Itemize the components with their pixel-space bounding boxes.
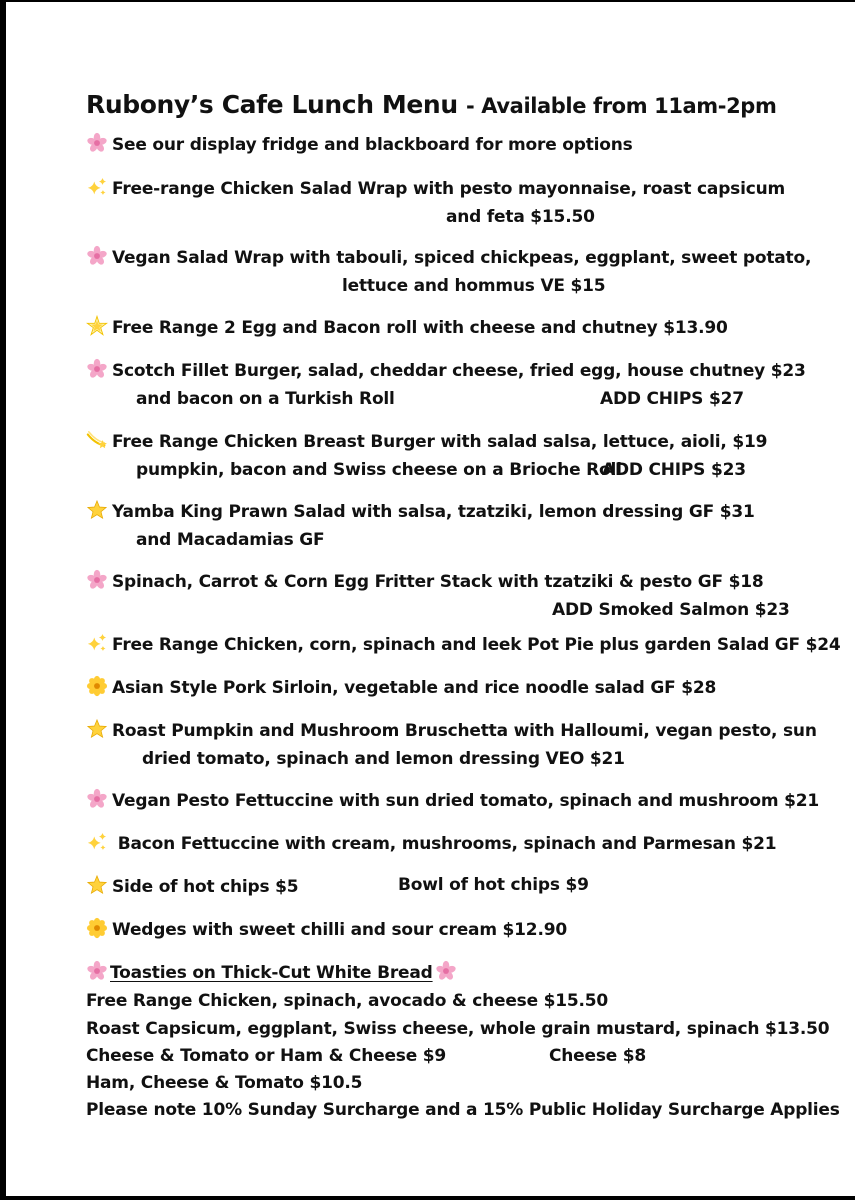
surcharge-note: Please note 10% Sunday Surcharge and a 15% Public Holiday Surcharge Applies [86, 1100, 840, 1120]
menu-item-vegan-pesto-fettuccine [86, 788, 819, 812]
item-text: Scotch Fillet Burger, salad, cheddar cheese, fried egg, house chutney $23 [112, 361, 806, 381]
menu-item-bruschetta [86, 718, 817, 742]
toasties-heading-text: Toasties on Thick-Cut White Bread [110, 963, 433, 983]
menu-item-king-prawn-salad [86, 499, 755, 523]
menu-item-scotch-fillet-burger [86, 358, 806, 382]
menu-item-pork-sirloin [86, 675, 716, 699]
item-text: Free Range 2 Egg and Bacon roll with cheese and chutney $13.90 [112, 318, 728, 338]
intro-text: See our display fridge and blackboard for more options [112, 135, 633, 155]
menu-item-pot-pie [86, 632, 841, 656]
sparkles-icon [86, 176, 108, 198]
add-chips-price: ADD CHIPS $27 [600, 389, 744, 409]
add-smoked-salmon-price: ADD Smoked Salmon $23 [552, 600, 790, 620]
menu-page [6, 2, 855, 1196]
menu-title-text: Rubony’s Cafe Lunch Menu [86, 90, 458, 119]
toasties-heading [86, 960, 461, 984]
pink-flower-icon [435, 960, 457, 982]
pink-flower-icon [86, 960, 108, 982]
toastie-cheese-only: Cheese $8 [549, 1046, 647, 1066]
menu-item-bacon-fettuccine [86, 831, 776, 855]
pink-flower-icon [86, 358, 108, 380]
toastie-line: Cheese & Tomato or Ham & Cheese $9 [86, 1046, 446, 1066]
daisy-icon [86, 917, 108, 939]
glowing-star-icon [86, 315, 108, 337]
toastie-line: Ham, Cheese & Tomato $10.5 [86, 1073, 363, 1093]
pink-flower-icon [86, 132, 108, 154]
item-text: Yamba King Prawn Salad with salsa, tzatziki, lemon dressing GF $31 [112, 502, 755, 522]
menu-item-wedges [86, 917, 567, 941]
item-text: Roast Pumpkin and Mushroom Bruschetta with Halloumi, vegan pesto, sun [112, 721, 817, 741]
star-icon [86, 718, 108, 740]
toastie-line: Roast Capsicum, eggplant, Swiss cheese, whole grain mustard, spinach $13.50 [86, 1019, 830, 1039]
item-continuation: and Macadamias GF [136, 530, 325, 550]
item-continuation: lettuce and hommus VE $15 [342, 276, 606, 296]
sparkles-icon [86, 632, 108, 654]
item-text: Free-range Chicken Salad Wrap with pesto mayonnaise, roast capsicum [112, 179, 786, 199]
availability-text: - Available from 11am-2pm [466, 94, 777, 118]
menu-item-bowl-hot-chips: Bowl of hot chips $9 [398, 875, 589, 895]
item-text: Side of hot chips $5 [112, 877, 299, 897]
item-text: Free Range Chicken Breast Burger with salad salsa, lettuce, aioli, $19 [112, 432, 768, 452]
item-text: Asian Style Pork Sirloin, vegetable and rice noodle salad GF $28 [112, 678, 717, 698]
menu-item-vegan-salad-wrap [86, 245, 811, 269]
pink-flower-icon [86, 788, 108, 810]
pink-flower-icon [86, 569, 108, 591]
pink-flower-icon [86, 245, 108, 267]
menu-item-side-hot-chips [86, 874, 298, 898]
menu-item-chicken-salad-wrap [86, 176, 785, 200]
add-chips-price: ADD CHIPS $23 [602, 460, 746, 480]
menu-item-chicken-breast-burger [86, 429, 767, 453]
menu-item-egg-bacon-roll [86, 315, 728, 339]
item-continuation: pumpkin, bacon and Swiss cheese on a Brioche Roll [136, 460, 622, 480]
intro-line [86, 132, 633, 156]
toastie-line: Free Range Chicken, spinach, avocado & cheese $15.50 [86, 991, 609, 1011]
menu-title [86, 90, 776, 121]
item-text: Bacon Fettuccine with cream, mushrooms, spinach and Parmesan $21 [112, 834, 777, 854]
item-continuation: and bacon on a Turkish Roll [136, 389, 395, 409]
item-text: Wedges with sweet chilli and sour cream $12.90 [112, 920, 567, 940]
item-continuation: and feta $15.50 [446, 207, 595, 227]
item-continuation: dried tomato, spinach and lemon dressing VEO $21 [142, 749, 625, 769]
star-icon [86, 874, 108, 896]
item-text: Vegan Pesto Fettuccine with sun dried tomato, spinach and mushroom $21 [112, 791, 820, 811]
star-icon [86, 499, 108, 521]
menu-item-egg-fritter-stack [86, 569, 763, 593]
daisy-icon [86, 675, 108, 697]
shooting-star-icon [86, 429, 108, 451]
sparkles-icon [86, 831, 108, 853]
item-text: Spinach, Carrot & Corn Egg Fritter Stack with tzatziki & pesto GF $18 [112, 572, 764, 592]
item-text: Free Range Chicken, corn, spinach and leek Pot Pie plus garden Salad GF $24 [112, 635, 841, 655]
item-text: Vegan Salad Wrap with tabouli, spiced chickpeas, eggplant, sweet potato, [112, 248, 812, 268]
